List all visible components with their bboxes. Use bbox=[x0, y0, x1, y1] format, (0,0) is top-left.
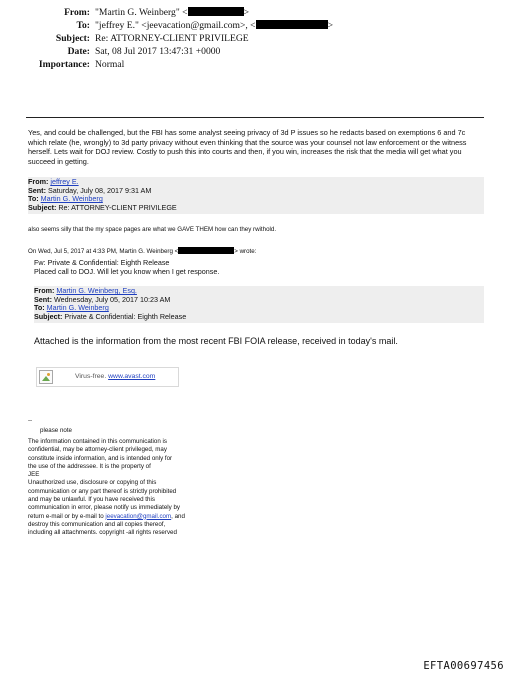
importance-label: Importance: bbox=[38, 59, 90, 70]
disclaimer-email-line bbox=[28, 513, 185, 521]
signature-disclaimer bbox=[28, 438, 185, 538]
header-date-row bbox=[0, 45, 512, 58]
q3-to-label: To: bbox=[34, 303, 45, 313]
avast-badge bbox=[36, 367, 179, 387]
quoted-header-1 bbox=[28, 177, 484, 214]
subject-value: Re: ATTORNEY-CLIENT PRIVILEGE bbox=[95, 33, 249, 44]
q3-from-label: From: bbox=[34, 286, 55, 295]
q3-subject-label: Subject: bbox=[34, 311, 63, 321]
email-link[interactable]: jeevacation@gmail.com bbox=[105, 512, 172, 520]
q1-subject-line bbox=[28, 204, 484, 213]
disclaimer-line: the use of the addressee. It is the property of bbox=[28, 462, 151, 470]
from-tail: > bbox=[243, 7, 250, 18]
importance-value: Normal bbox=[95, 59, 125, 70]
to-text: "jeffrey E." <jeevacation@gmail.com>, < bbox=[95, 20, 256, 31]
header-importance-row bbox=[0, 58, 512, 71]
date-label: Date: bbox=[67, 46, 90, 57]
avast-text bbox=[75, 373, 155, 380]
q3-subject-value: Private & Confidential: Eighth Release bbox=[64, 311, 187, 321]
disclaimer-line: confidential, may be attorney-client privileged, may bbox=[28, 446, 167, 454]
q2-body bbox=[34, 259, 219, 276]
q2-line2: Placed call to DOJ. Will let you know when I get response. bbox=[34, 266, 220, 276]
to-tail: > bbox=[327, 20, 334, 31]
q2-on-line bbox=[28, 247, 256, 256]
subject-label: Subject: bbox=[55, 33, 90, 44]
email-header bbox=[0, 6, 512, 71]
to-label: To: bbox=[76, 20, 90, 31]
disclaimer-line: JEE bbox=[28, 471, 40, 479]
q3-from-link[interactable]: Martin G. Weinberg, Esq. bbox=[56, 286, 137, 295]
q1-message: also seems silly that the my space pages are what we GAVE THEM how can they rwithold. bbox=[28, 226, 277, 233]
header-to-row bbox=[0, 19, 512, 32]
disclaimer-line: destroy this communication and all copies thereof, bbox=[28, 520, 166, 528]
disclaimer-line: The information contained in this communication is bbox=[28, 438, 167, 445]
disclaimer-line: communication or any part thereof is strictly prohibited bbox=[28, 487, 177, 495]
redaction-bar bbox=[188, 7, 244, 16]
header-subject-row bbox=[0, 32, 512, 45]
disclaimer-line: including all attachments. copyright -all rights reserved bbox=[28, 529, 177, 537]
q2-wrote-text: > wrote: bbox=[234, 248, 257, 255]
redaction-bar bbox=[178, 247, 234, 254]
from-text: "Martin G. Weinberg" < bbox=[95, 7, 188, 18]
q2-line1: Fw: Private & Confidential: Eighth Release bbox=[34, 258, 170, 267]
email-pre: return e-mail or by e-mail to bbox=[28, 512, 106, 520]
q2-on-text: On Wed, Jul 5, 2017 at 4:33 PM, Martin G. Weinberg < bbox=[28, 248, 179, 255]
from-label: From: bbox=[64, 7, 90, 18]
to-value bbox=[95, 19, 333, 32]
q3-sent-value: Wednesday, July 05, 2017 10:23 AM bbox=[53, 294, 171, 304]
q1-to-label: To: bbox=[28, 194, 39, 204]
q1-to-link[interactable]: Martin G. Weinberg bbox=[40, 194, 103, 204]
q3-to-link[interactable]: Martin G. Weinberg bbox=[46, 303, 109, 313]
header-divider bbox=[26, 117, 484, 118]
date-value: Sat, 08 Jul 2017 13:47:31 +0000 bbox=[95, 46, 221, 57]
disclaimer-line: constitute inside information, and is intended only for bbox=[28, 454, 173, 462]
broken-image-icon bbox=[39, 370, 53, 384]
signature-dashes: -- bbox=[28, 417, 33, 424]
reply-body: Yes, and could be challenged, but the FBI has some analyst seeing privacy of 3d P issues so he redacts based on exemptions 6 and 7c which relate (he, wrongly) to 3d party privacy without even thinking that the source was your counsel not law enforcement or the witness herself. Lets wait for DOJ review. Costly to push this into courts and then, if you win, increases the risk that the media will get what you succeed in getting. bbox=[28, 128, 467, 166]
document-id: EFTA00697456 bbox=[423, 660, 504, 672]
email-post: , and bbox=[171, 512, 185, 520]
q1-from-link[interactable]: jeffrey E. bbox=[50, 177, 79, 186]
avast-label: Virus-free. bbox=[75, 373, 107, 380]
from-value bbox=[95, 6, 249, 19]
q1-sent-label: Sent: bbox=[28, 185, 46, 195]
disclaimer-line: and may be unlawful. If you have received this bbox=[28, 496, 155, 504]
disclaimer-line: Unauthorized use, disclosure or copying of this bbox=[28, 479, 157, 487]
quoted-header-3 bbox=[34, 286, 484, 323]
q3-subject-line bbox=[34, 313, 484, 322]
signature-please-note: please note bbox=[40, 427, 72, 434]
header-from-row bbox=[0, 6, 512, 19]
q1-subject-value: Re: ATTORNEY-CLIENT PRIVILEGE bbox=[58, 202, 177, 212]
q3-sent-label: Sent: bbox=[34, 294, 52, 304]
avast-link[interactable]: www.avast.com bbox=[108, 373, 156, 380]
q1-sent-value: Saturday, July 08, 2017 9:31 AM bbox=[47, 185, 152, 195]
q3-attached-text: Attached is the information from the most recent FBI FOIA release, received in today's mail. bbox=[34, 336, 398, 346]
redaction-bar bbox=[256, 20, 328, 29]
q1-subject-label: Subject: bbox=[28, 202, 57, 212]
q1-from-label: From: bbox=[28, 177, 49, 186]
disclaimer-line: communication in error, please notify us immediately by bbox=[28, 504, 181, 512]
